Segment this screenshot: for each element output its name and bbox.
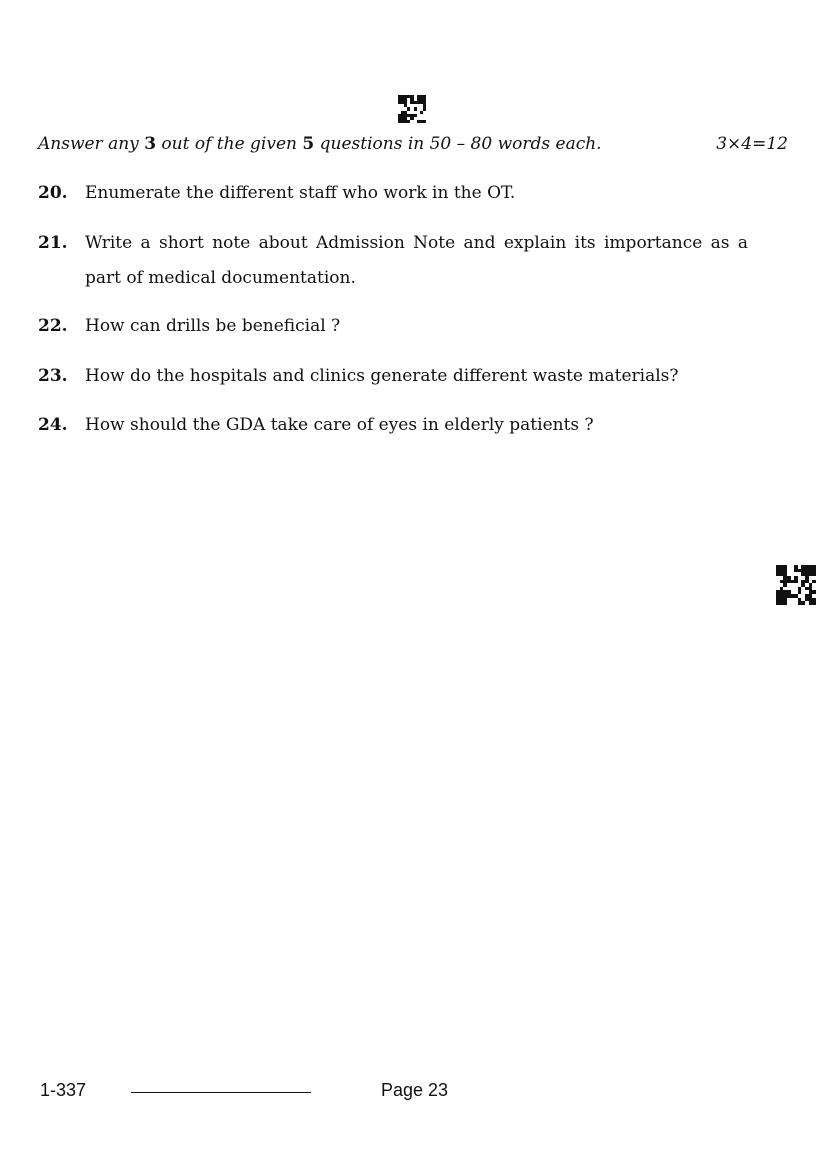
question-number: 22. [38,316,68,336]
instructions-text: Answer any [38,134,145,154]
question-text: Write a short note about Admission Note and explain its importance as a part of medical documentation. [85,233,748,288]
question-item [38,176,758,211]
instructions-text: out of the given [156,134,303,154]
question-item [38,408,758,443]
question-number: 23. [38,366,68,386]
instructions-total: 5 [302,134,315,154]
question-number: 24. [38,415,68,435]
question-number: 20. [38,183,68,203]
question-text: How do the hospitals and clinics generate different waste materials? [85,366,679,386]
instructions [38,134,788,154]
question-item [38,309,758,344]
footer-divider [131,1092,311,1093]
question-number: 21. [38,233,68,253]
page-number: Page 23 [381,1080,449,1100]
question-text: How should the GDA take care of eyes in elderly patients ? [85,415,594,435]
paper-code: 1-337 [40,1080,87,1100]
instructions-text: questions in 50 – 80 words each. [314,134,602,154]
instructions-count: 3 [144,134,157,154]
question-item [38,359,758,394]
question-item [38,226,748,296]
question-text: How can drills be beneficial ? [85,316,341,336]
qr-code-icon [776,565,816,605]
question-text: Enumerate the different staff who work in the OT. [85,183,516,203]
marks-allocation: 3×4=12 [716,134,788,154]
qr-code-icon [398,95,426,123]
